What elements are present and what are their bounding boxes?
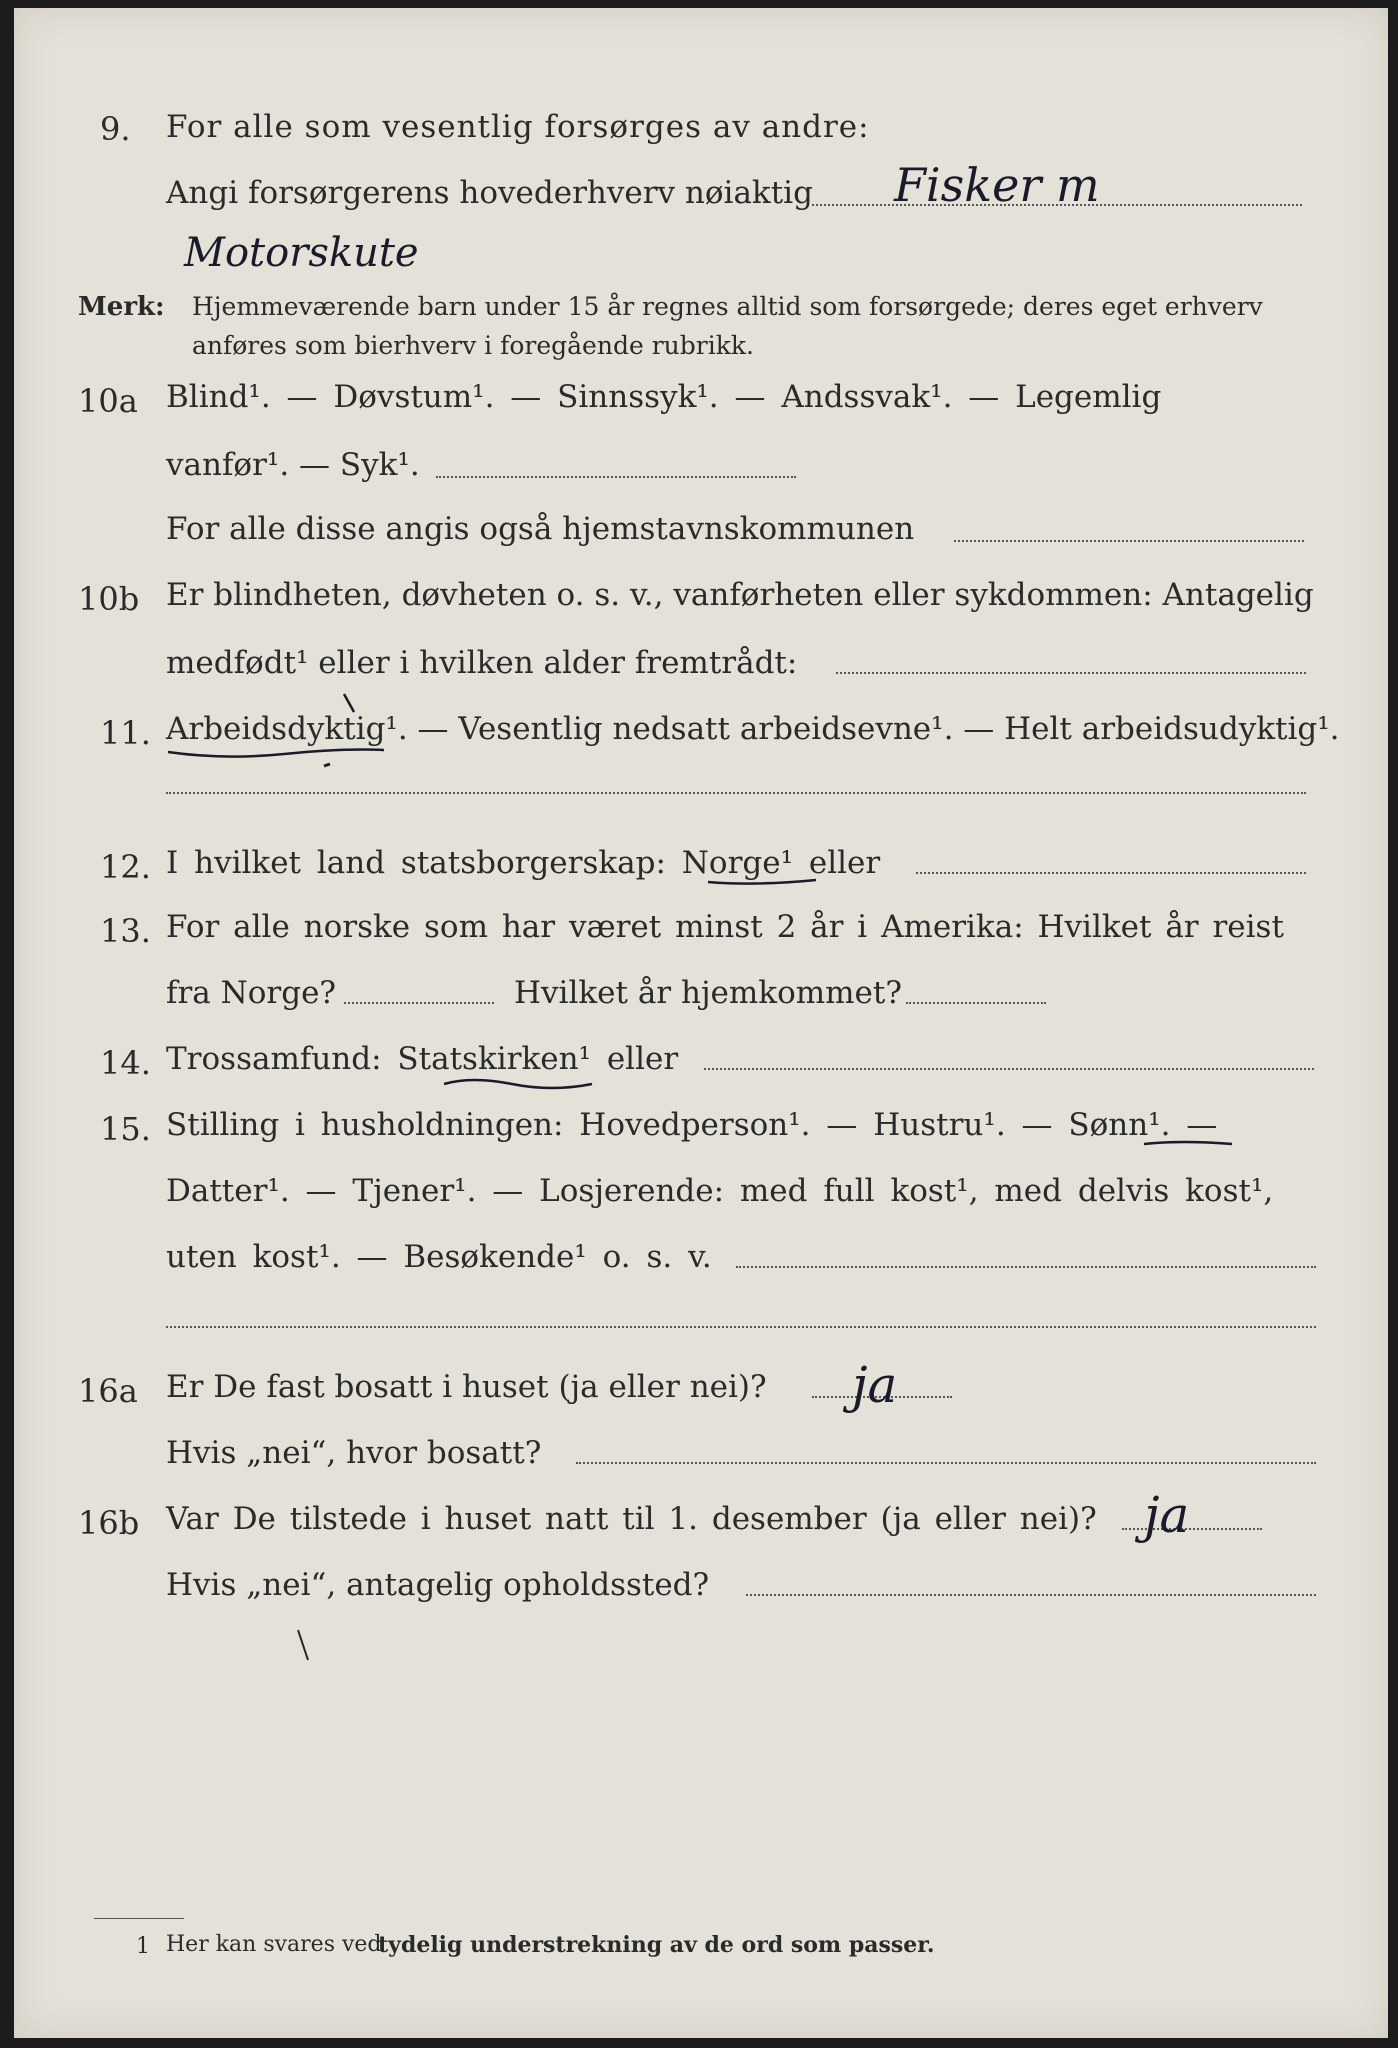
footnote-rule <box>94 1918 184 1919</box>
q12-line1: I hvilket land statsborgerskap: Norge¹ eller <box>166 845 881 881</box>
q15-line3: uten kost¹. — Besøkende¹ o. s. v. <box>166 1239 712 1275</box>
item-number-10b: 10b <box>78 580 140 618</box>
footnote-mark: 1 <box>136 1934 150 1959</box>
q15-answer-line-1 <box>736 1266 1316 1268</box>
item-number-12: 12. <box>100 848 151 886</box>
q12-handwritten-underline <box>706 876 826 888</box>
q11-handwritten-underline <box>164 690 394 770</box>
q15-handwritten-underline <box>1142 1138 1242 1150</box>
q13-line2b: Hvilket år hjemkommet? <box>514 975 902 1011</box>
q10a-line1: Blind¹. — Døvstum¹. — Sinnssyk¹. — Andssvak¹. — Legemlig <box>166 379 1162 415</box>
q15-line1: Stilling i husholdningen: Hovedperson¹. — Hustru¹. — Sønn¹. — <box>166 1107 1218 1143</box>
q13-answer-line-2 <box>906 1002 1046 1004</box>
item-number-14: 14. <box>100 1044 151 1082</box>
q15-line2: Datter¹. — Tjener¹. — Losjerende: med full kost¹, med delvis kost¹, <box>166 1173 1274 1209</box>
stray-pen-mark <box>294 1626 314 1666</box>
q14-answer-line <box>704 1068 1314 1070</box>
q16b-line2: Hvis „nei“, antagelig opholdssted? <box>166 1567 710 1603</box>
q13-line1: For alle norske som har været minst 2 år i Amerika: Hvilket år reist <box>166 909 1284 945</box>
q10b-answer-line <box>836 672 1306 674</box>
q16b-line1: Var De tilstede i huset natt til 1. desember (ja eller nei)? <box>166 1501 1097 1537</box>
census-form-page <box>14 8 1388 2038</box>
q13-answer-line-1 <box>344 1002 494 1004</box>
q14-line1: Trossamfund: Statskirken¹ eller <box>166 1041 679 1077</box>
q10a-line3: For alle disse angis også hjemstavnskommunen <box>166 511 915 547</box>
q10a-line2: vanfør¹. — Syk¹. <box>166 447 420 483</box>
note-line1: Hjemmeværende barn under 15 år regnes alltid som forsørgede; deres eget erhverv <box>192 292 1263 321</box>
q16a-line2: Hvis „nei“, hvor bosatt? <box>166 1435 542 1471</box>
q9-line1: For alle som vesentlig forsørges av andre: <box>166 109 870 145</box>
q16a-answer-line-2 <box>576 1462 1316 1464</box>
item-number-13: 13. <box>100 912 151 950</box>
q10a-answer-line-2 <box>954 540 1304 542</box>
q16b-answer-line-2 <box>746 1594 1316 1596</box>
q10a-answer-line-1 <box>436 476 796 478</box>
note-label: Merk: <box>78 292 165 322</box>
q12-answer-line <box>916 872 1306 874</box>
q10b-line1: Er blindheten, døvheten o. s. v., vanførheten eller sykdommen: Antagelig <box>166 577 1314 613</box>
q13-line2a: fra Norge? <box>166 975 337 1011</box>
item-number-11: 11. <box>100 714 151 752</box>
footnote-text-b: tydelig understrekning av de ord som passer. <box>378 1932 935 1958</box>
q16b-handwritten-answer: ja <box>1144 1486 1190 1544</box>
q11-answer-line <box>166 792 1306 794</box>
footnote-text-a: Her kan svares ved <box>166 1932 382 1957</box>
q16b-answer-line <box>1122 1528 1262 1530</box>
q11-line1: Arbeidsdyktig¹. — Vesentlig nedsatt arbeidsevne¹. — Helt arbeidsudyktig¹. <box>166 711 1340 747</box>
item-number-16b: 16b <box>78 1504 140 1542</box>
q15-answer-line-2 <box>166 1326 1316 1328</box>
q16a-line1: Er De fast bosatt i huset (ja eller nei)? <box>166 1369 767 1405</box>
item-number-10a: 10a <box>78 382 138 420</box>
q9-handwritten-answer-1: Fisker m <box>894 158 1100 212</box>
item-number-9: 9. <box>100 110 131 148</box>
q9-line2: Angi forsørgerens hovederhverv nøiaktig <box>166 175 813 211</box>
item-number-15: 15. <box>100 1110 151 1148</box>
item-number-16a: 16a <box>78 1372 138 1410</box>
q16a-handwritten-answer: ja <box>852 1356 898 1414</box>
q14-handwritten-underline <box>442 1074 602 1092</box>
q10b-line2: medfødt¹ eller i hvilken alder fremtrådt: <box>166 645 798 681</box>
q9-handwritten-answer-2: Motorskute <box>184 230 419 276</box>
note-line2: anføres som bierhverv i foregående rubrikk. <box>192 331 754 360</box>
